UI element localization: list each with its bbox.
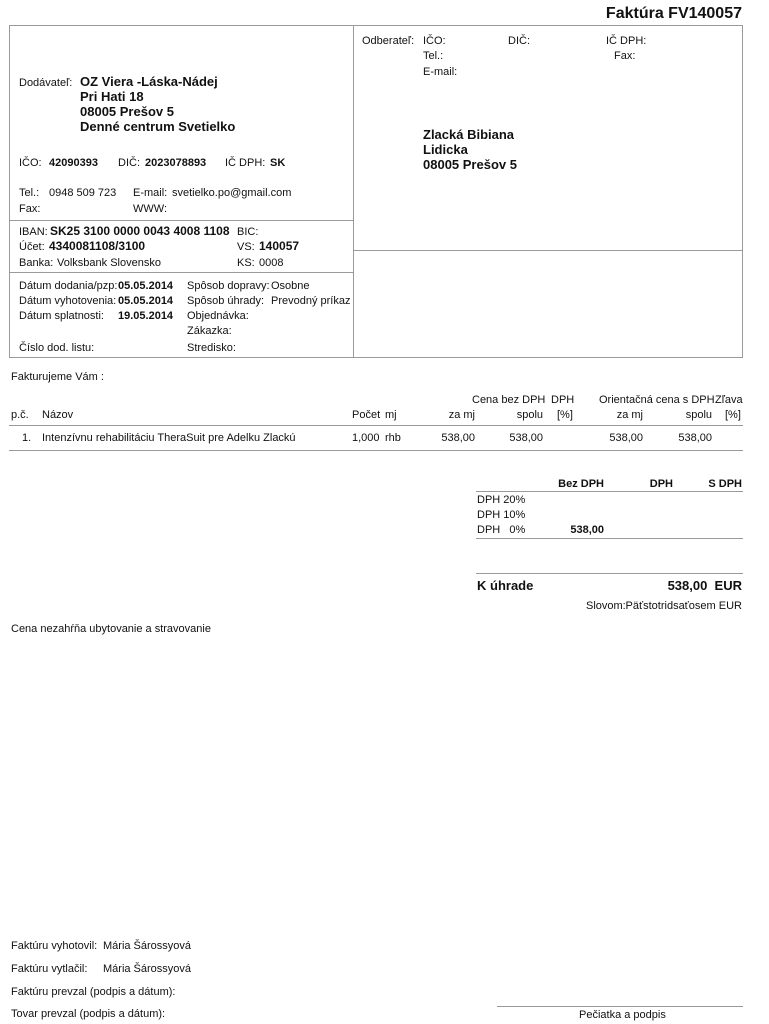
- ks-label: KS:: [237, 257, 255, 269]
- date-issued: 05.05.2014: [118, 295, 174, 307]
- row-pc: 1.: [22, 432, 32, 444]
- supplier-label: Dodávateľ:: [19, 77, 73, 89]
- customer-fax-label: Fax:: [614, 50, 636, 62]
- row-nazov: Intenzívnu rehabilitáciu TheraSuit pre Adelku Zlackú: [42, 432, 296, 444]
- vytlacil-name: Mária Šárossyová: [103, 963, 192, 975]
- col-header-pc: p.č.: [11, 409, 29, 421]
- supplier-tel: 0948 509 723: [49, 187, 117, 199]
- customer-icdph-label: IČ DPH:: [606, 35, 647, 47]
- col-header-zamj: za mj: [448, 409, 475, 421]
- row-mj: rhb: [385, 432, 401, 444]
- date-due: 19.05.2014: [118, 310, 174, 322]
- email-label: E-mail:: [133, 187, 168, 199]
- row-zamj: 538,00: [441, 432, 475, 444]
- row-spolu: 538,00: [509, 432, 543, 444]
- slovom-label: Slovom:: [586, 600, 626, 612]
- payment-method: Prevodný príkaz: [271, 295, 351, 307]
- dic-label: DIČ:: [118, 157, 140, 169]
- page-title: Faktúra FV140057: [605, 5, 742, 22]
- supplier-ico: 42090393: [49, 157, 98, 169]
- bank-account: 4340081108/3100: [49, 239, 146, 253]
- supplier-center: Denné centrum Svetielko: [80, 119, 236, 134]
- col-header-zlava: Zľava: [715, 394, 743, 406]
- doprava-label: Spôsob dopravy:: [187, 280, 270, 292]
- col-header-nazov: Názov: [42, 409, 74, 421]
- bank-iban: SK25 3100 0000 0043 4008 1108: [50, 224, 230, 238]
- fax-label: Fax:: [19, 203, 41, 215]
- row-zamj2: 538,00: [609, 432, 643, 444]
- customer-name: Zlacká Bibiana: [423, 127, 515, 142]
- customer-street: Lidicka: [423, 142, 468, 157]
- total-amount: 538,00 EUR: [667, 578, 742, 593]
- col-header-pct2: [%]: [725, 409, 741, 421]
- ico-label: IČO:: [19, 157, 42, 169]
- customer-label: Odberateľ:: [362, 35, 415, 47]
- zakazka-label: Zákazka:: [187, 325, 232, 337]
- uhrada-label: Spôsob úhrady:: [187, 295, 265, 307]
- supplier-icdph: SK: [270, 157, 286, 169]
- stredisko-label: Stredisko:: [187, 342, 236, 354]
- customer-dic-label: DIČ:: [508, 35, 530, 47]
- row-spolu2: 538,00: [678, 432, 712, 444]
- signature-line: [497, 1006, 743, 1007]
- supplier-email: svetielko.po@gmail.com: [172, 187, 292, 199]
- supplier-city: 08005 Prešov 5: [80, 104, 174, 119]
- customer-tel-label: Tel.:: [423, 50, 444, 62]
- summary-header-bez: Bez DPH: [558, 478, 604, 490]
- bank-name: Volksbank Slovensko: [57, 257, 161, 269]
- summary-row-0-bez: 538,00: [570, 524, 604, 536]
- vyhotovil-label: Faktúru vyhotovil:: [11, 940, 98, 952]
- supplier-street: Pri Hati 18: [80, 89, 144, 104]
- ucet-label: Účet:: [19, 241, 45, 253]
- row-pocet: 1,000: [352, 432, 380, 444]
- col-header-spolu2: spolu: [685, 409, 712, 421]
- supplier-dic: 2023078893: [145, 157, 207, 169]
- www-label: WWW:: [133, 203, 168, 215]
- bic-label: BIC:: [237, 226, 259, 238]
- col-header-zamj2: za mj: [616, 409, 643, 421]
- header-divider: [353, 25, 354, 358]
- stamp-signature-label: Pečiatka a podpis: [579, 1009, 666, 1021]
- splatnosti-label: Dátum splatnosti:: [19, 310, 104, 322]
- vyhotovil-name: Mária Šárossyová: [103, 940, 192, 952]
- date-delivery: 05.05.2014: [118, 280, 174, 292]
- customer-city: 08005 Prešov 5: [423, 157, 517, 172]
- col-header-orient: Orientačná cena s DPH: [599, 394, 715, 406]
- total-label: K úhrade: [477, 578, 534, 593]
- supplier-name: OZ Viera -Láska-Nádej: [80, 74, 218, 89]
- customer-email-label: E-mail:: [423, 66, 458, 78]
- tel-label: Tel.:: [19, 187, 40, 199]
- objednavka-label: Objednávka:: [187, 310, 249, 322]
- col-header-mj: mj: [385, 409, 397, 421]
- note-text: Cena nezahŕňa ubytovanie a stravovanie: [11, 623, 211, 635]
- prevzal-label: Faktúru prevzal (podpis a dátum):: [11, 986, 176, 998]
- col-header-spolu: spolu: [516, 409, 543, 421]
- iban-label: IBAN:: [19, 226, 48, 238]
- vytlacil-label: Faktúru vytlačil:: [11, 963, 88, 975]
- bank-ks: 0008: [259, 257, 284, 269]
- tovar-label: Tovar prevzal (podpis a dátum):: [11, 1008, 166, 1020]
- summary-row-0: DPH 0%: [477, 524, 526, 536]
- dodania-label: Dátum dodania/pzp:: [19, 280, 118, 292]
- banka-label: Banka:: [19, 257, 54, 269]
- summary-row-20: DPH 20%: [477, 494, 526, 506]
- summary-row-10: DPH 10%: [477, 509, 526, 521]
- bank-vs: 140057: [259, 239, 300, 253]
- col-header-pocet: Počet: [352, 409, 381, 421]
- vyhotovenia-label: Dátum vyhotovenia:: [19, 295, 117, 307]
- summary-header-dph: DPH: [649, 478, 673, 490]
- dod-list-label: Číslo dod. listu:: [19, 342, 95, 354]
- col-header-pct: [%]: [557, 409, 573, 421]
- transport-method: Osobne: [271, 280, 310, 292]
- icdph-label: IČ DPH:: [225, 157, 266, 169]
- vs-label: VS:: [237, 241, 255, 253]
- col-header-dph: DPH: [551, 394, 575, 406]
- intro-text: Fakturujeme Vám :: [11, 371, 104, 383]
- total-in-words: Päťstotridsaťosem EUR: [625, 600, 742, 612]
- col-header-cena-bez-dph: Cena bez DPH: [472, 394, 546, 406]
- summary-header-sdph: S DPH: [708, 478, 742, 490]
- customer-ico-label: IČO:: [423, 35, 446, 47]
